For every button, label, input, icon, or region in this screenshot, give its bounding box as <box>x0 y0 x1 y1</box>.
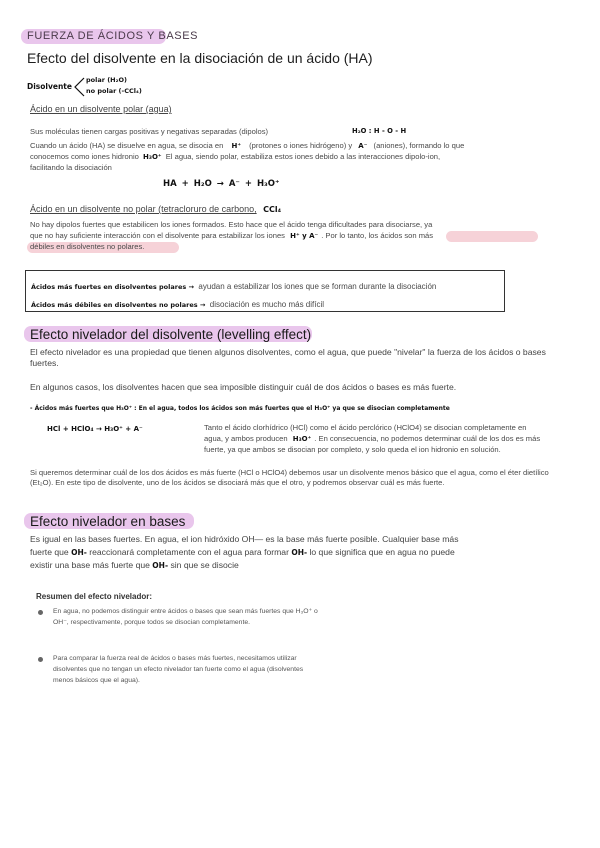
bases-line2: fuerte que OH- reaccionará completamente con el agua para formar OH- lo que significa que en agua no puede <box>30 547 455 557</box>
box-row2-text: disociación es mucho más difícil <box>209 300 325 309</box>
topic-tag: FUERZA DE ÁCIDOS Y BASES <box>27 30 199 42</box>
summary-title: Resumen del efecto nivelador: <box>36 592 153 601</box>
highlight-bar <box>446 231 538 242</box>
bullet-icon <box>38 657 43 662</box>
bases-heading: Efecto nivelador en bases <box>30 514 186 529</box>
levelling-p2: En algunos casos, los disolventes hacen que sea imposible distinguir cuál de dos ácidos o bases es más fuerte. <box>30 382 457 392</box>
nonpolar-line1: No hay dipolos fuertes que estabilicen los iones formados. Esto hace que el ácido tenga dificultades para disociarse, ya <box>30 220 433 229</box>
polar-line4: facilitando la disociación <box>30 163 112 172</box>
box-row2-hand: Ácidos más débiles en disolventes no polares → <box>31 301 206 309</box>
example-line2: agua, y ambos producen H₃O⁺ . En consecuencia, no podemos determinar cuál de los dos es más <box>204 434 541 443</box>
polar-line1: Sus moléculas tienen cargas positivas y negativas separadas (dipolos) <box>30 127 269 136</box>
box-row1-hand: Ácidos más fuertes en disolventes polares → <box>31 283 194 291</box>
levelling-p1: El efecto nivelador es una propiedad que tienen algunos disolventes, como el agua, que puede "nivelar" la fuerza de los ácidos o bases fuertes. <box>30 347 546 368</box>
water-formula: H₂O : H - O - H <box>352 127 407 135</box>
dissociation-equation: HA + H₂O → A⁻ + H₃O⁺ <box>163 179 280 189</box>
nonpolar-option: no polar (-CCl₄) <box>86 87 142 95</box>
bullet-icon <box>38 610 43 615</box>
example-line1: Tanto el ácido clorhídrico (HCl) como el ácido perclórico (HClO4) se disocian completamente en <box>204 423 527 432</box>
bases-line1: Es igual en las bases fuertes. En agua, el ion hidróxido OH— es la base más fuerte posible. Cualquier base más <box>30 534 459 544</box>
levelling-hand-line: - Ácidos más fuertes que H₃O⁺ : En el agua, todos los ácidos son más fuertes que el H₃O⁺ ya que se disocian completamente <box>30 405 450 412</box>
page-title: Efecto del disolvente en la disociación de un ácido (HA) <box>27 50 373 66</box>
polar-heading: Ácido en un disolvente polar (agua) <box>30 104 172 114</box>
box-row1-text: ayudan a estabilizar los iones que se forman durante la disociación <box>198 282 437 291</box>
hydronium: H₃O⁺ <box>292 435 312 443</box>
nonpolar-heading-row <box>30 199 281 217</box>
summary-bullet-1: En agua, no podemos distinguir entre ácidos o bases que sean más fuertes que H₃O⁺ o OH⁻, respectivamente, porque todos se disocian completamente. <box>53 608 318 626</box>
hydroxide: OH- <box>152 561 169 570</box>
h-plus: H⁺ <box>231 142 242 150</box>
disolvente-label: Disolvente <box>27 82 72 91</box>
summary-bullet-2: Para comparar la fuerza real de ácidos o bases más fuertes, necesitamos utilizar disolventes que no tengan un efecto nivelador tan fuerte como el agua (disolventes menos básicos que el agua). <box>53 655 304 684</box>
levelling-p3: Si queremos determinar cuál de los dos ácidos es más fuerte (HCl o HClO4) debemos usar un disolvente menos básico que el agua, como el éter dietílico (Et₂O). En este tipo de disolvente, uno de los ácidos se disociará más que el otro, y podremos observar cuál es más fuerte. <box>30 468 549 487</box>
ccl4: CCl₄ <box>263 205 282 214</box>
ions: H⁺ y A⁻ <box>290 232 319 240</box>
example-equation: HCl + HClO₄ → H₃O⁺ + A⁻ <box>47 425 143 433</box>
nonpolar-line3: débiles en disolventes no polares. <box>30 242 145 251</box>
box-row-2 <box>31 294 324 312</box>
nonpolar-heading: Ácido en un disolvente no polar (tetracloruro de carbono, <box>30 204 257 214</box>
brace-icon <box>72 76 86 98</box>
bases-line3: existir una base más fuerte que OH- sin que se disocie <box>30 560 239 570</box>
hydroxide: OH- <box>291 548 308 557</box>
nonpolar-line2: que no hay suficiente interacción con el disolvente para estabilizar los iones H⁺ y A⁻ . Por lo tanto, los ácidos son más <box>30 231 434 240</box>
hydronium: H₃O⁺ <box>143 153 162 161</box>
example-line3: fuerte, ya que ambos se disocian por completo, y solo queda el ion hidronio en solución. <box>204 445 501 454</box>
box-row-1 <box>31 276 436 294</box>
a-minus: A⁻ <box>358 142 368 150</box>
polar-line3: conocemos como iones hidronio H₃O⁺ El agua, siendo polar, estabiliza estos iones debido a las interacciones dipolo-ion, <box>30 152 441 161</box>
hydroxide: OH- <box>71 548 87 557</box>
polar-line2: Cuando un ácido (HA) se disuelve en agua, se disocia en H⁺ (protones o iones hidrógeno) y A⁻ (aniones), formando lo que <box>30 141 465 150</box>
levelling-heading: Efecto nivelador del disolvente (levelling effect) <box>30 327 312 342</box>
polar-option: polar (H₂O) <box>86 76 127 84</box>
